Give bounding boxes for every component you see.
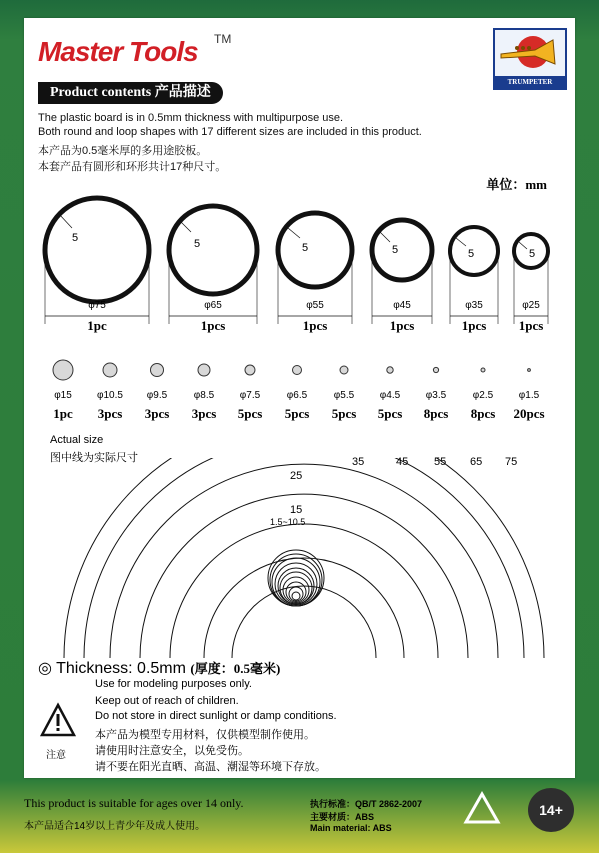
ring-count: 1pcs bbox=[302, 318, 328, 333]
disc-count: 1pc bbox=[53, 406, 73, 421]
disc-diameter: φ5.5 bbox=[333, 390, 355, 401]
ring-count: 1pcs bbox=[518, 318, 544, 333]
arc-label: 1.5~10.5 bbox=[270, 517, 306, 527]
age-badge-text: 14+ bbox=[528, 788, 574, 832]
arc-label: 75 bbox=[505, 456, 518, 468]
note-line: 本产品为模型专用材料，仅供模型制作使用。 bbox=[95, 729, 315, 741]
standard-text: 执行标准：QB/T 2862-2007 bbox=[310, 799, 423, 809]
material-cn: 主要材质：ABS bbox=[310, 812, 375, 822]
ring-diameter: φ55 bbox=[306, 300, 324, 311]
description-line: The plastic board is in 0.5mm thickness with multipurpose use. bbox=[38, 112, 344, 124]
ring-count: 1pcs bbox=[200, 318, 226, 333]
ring-diameter: φ25 bbox=[522, 300, 540, 311]
disc-diameter: φ8.5 bbox=[193, 390, 215, 401]
product-card bbox=[24, 18, 575, 778]
arc-label: 65 bbox=[470, 456, 483, 468]
disc-count: 8pcs bbox=[423, 406, 449, 421]
note-line: Do not store in direct sunlight or damp conditions. bbox=[95, 710, 337, 722]
recycle-icon bbox=[462, 790, 502, 826]
disc-count: 5pcs bbox=[331, 406, 357, 421]
disc-count: 3pcs bbox=[191, 406, 217, 421]
discs-diagram bbox=[24, 354, 575, 384]
unit-label: 单位：mm bbox=[486, 177, 547, 192]
description-line: 本产品为0.5毫米厚的多用途胶板。 bbox=[38, 145, 208, 157]
ring-count: 1pc bbox=[87, 318, 107, 333]
ring-diameter: φ65 bbox=[204, 300, 222, 311]
arc-label: 55 bbox=[434, 456, 447, 468]
disc-count: 20pcs bbox=[513, 406, 545, 421]
trumpeter-label: TRUMPETER bbox=[495, 76, 565, 88]
note-line: 请不要在阳光直晒、高温、潮湿等环境下存放。 bbox=[95, 761, 326, 773]
disc-count: 3pcs bbox=[97, 406, 123, 421]
note-line: Use for modeling purposes only. bbox=[95, 678, 252, 690]
ring-width-label: 5 bbox=[468, 248, 475, 260]
actual-size-arcs bbox=[24, 458, 575, 658]
thickness-text-cn: (厚度：0.5毫米) bbox=[190, 661, 281, 676]
ring-width-label: 5 bbox=[72, 232, 79, 244]
arc-label: 35 bbox=[352, 456, 365, 468]
arc-label: 15 bbox=[290, 504, 303, 516]
ring-count: 1pcs bbox=[461, 318, 487, 333]
disc-diameter: φ15 bbox=[54, 390, 72, 401]
ring-diameter: φ75 bbox=[88, 300, 106, 311]
trademark-mark: TM bbox=[214, 32, 232, 46]
disc-count: 8pcs bbox=[470, 406, 496, 421]
arc-label: 45 bbox=[396, 456, 409, 468]
ring-count: 1pcs bbox=[389, 318, 415, 333]
age-badge bbox=[528, 788, 574, 832]
bullet-icon: ◎ bbox=[38, 660, 52, 677]
ring-diameter: φ45 bbox=[393, 300, 411, 311]
disc-diameter: φ1.5 bbox=[518, 390, 540, 401]
disc-diameter: φ7.5 bbox=[239, 390, 261, 401]
age-notice-en: This product is suitable for ages over 14 only. bbox=[24, 796, 244, 810]
disc-diameter: φ9.5 bbox=[146, 390, 168, 401]
ring-width-label: 5 bbox=[194, 238, 201, 250]
age-notice-cn: 本产品适合14岁以上青少年及成人使用。 bbox=[24, 821, 206, 832]
ring-width-label: 5 bbox=[392, 244, 399, 256]
trumpeter-logo bbox=[493, 28, 567, 90]
actual-size-label: Actual size bbox=[50, 434, 104, 446]
description-line: 本套产品有圆形和环形共计17种尺寸。 bbox=[38, 161, 227, 173]
warning-label: 注意 bbox=[46, 750, 66, 761]
note-line: 请使用时注意安全，以免受伤。 bbox=[95, 745, 249, 757]
actual-size-label-cn: 图中线为实际尺寸 bbox=[50, 452, 138, 464]
disc-diameter: φ10.5 bbox=[97, 390, 123, 401]
disc-count: 5pcs bbox=[237, 406, 263, 421]
mastertools-logo: Master Tools bbox=[38, 36, 198, 67]
disc-count: 5pcs bbox=[284, 406, 310, 421]
ring-width-label: 5 bbox=[529, 248, 536, 260]
disc-diameter: φ2.5 bbox=[472, 390, 494, 401]
thickness-line bbox=[38, 658, 280, 678]
note-line: Keep out of reach of children. bbox=[95, 695, 239, 707]
disc-diameter: φ3.5 bbox=[425, 390, 447, 401]
arc-label: 25 bbox=[290, 470, 303, 482]
material-en: Main material: ABS bbox=[310, 823, 392, 833]
warning-icon bbox=[40, 702, 76, 738]
trumpet-icon bbox=[495, 30, 565, 76]
disc-diameter: φ6.5 bbox=[286, 390, 308, 401]
thickness-text: Thickness: 0.5mm bbox=[56, 660, 186, 677]
disc-count: 5pcs bbox=[377, 406, 403, 421]
disc-diameter: φ4.5 bbox=[379, 390, 401, 401]
ring-width-label: 5 bbox=[302, 242, 309, 254]
disc-count: 3pcs bbox=[144, 406, 170, 421]
description-line: Both round and loop shapes with 17 different sizes are included in this product. bbox=[38, 126, 422, 138]
section-title: Product contents 产品描述 bbox=[38, 82, 223, 104]
ring-diameter: φ35 bbox=[465, 300, 483, 311]
